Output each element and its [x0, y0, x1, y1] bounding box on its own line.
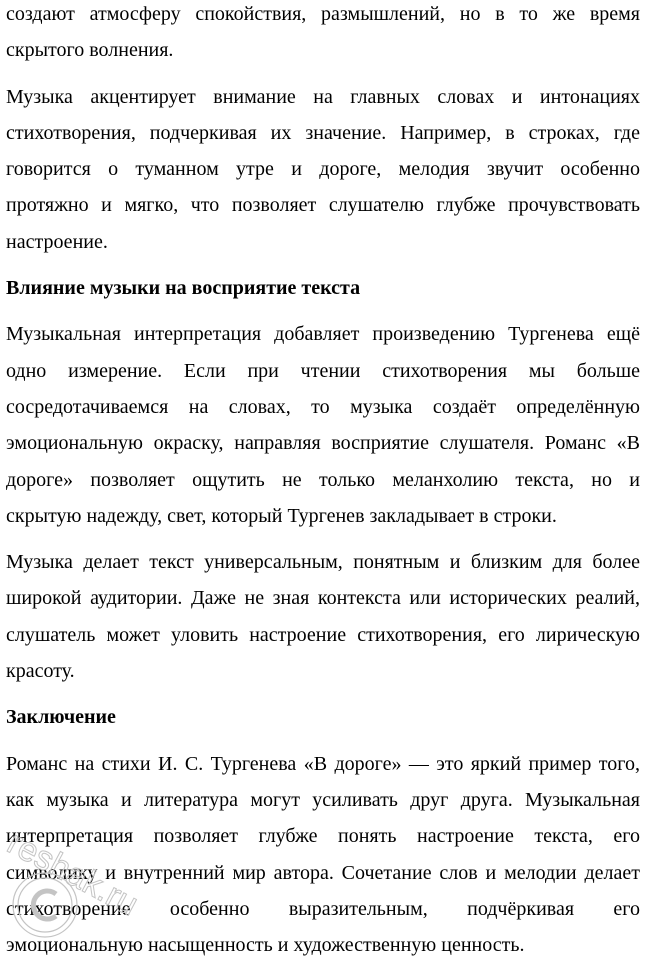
text-line: говорится о туманном утре и дороге, мелодия звучит особенно	[6, 158, 640, 181]
text-line: создают атмосферу спокойствия, размышлений, но в то же время	[6, 3, 640, 25]
section-heading	[6, 699, 640, 735]
svg-text:reshak.ru: reshak.ru	[1, 823, 145, 924]
text-line: стихотворения, подчеркивая их значение. Например, в строках, где	[6, 121, 640, 144]
text-line: скрытую надежду, свет, который Тургенев закладывает в строки.	[6, 504, 557, 527]
text-line: Романс на стихи И. С. Тургенева «В дороге» — это яркий пример того,	[6, 752, 640, 775]
text-line: скрытого волнения.	[6, 39, 174, 62]
paragraph	[6, 746, 640, 964]
text-line: интерпретация позволяет глубже понять настроение текста, его	[6, 825, 640, 848]
text-line: Музыкальная интерпретация добавляет произведению Тургенева ещё	[6, 323, 640, 346]
text-line: Музыка делает текст универсальным, понятным и близким для более	[6, 551, 640, 574]
text-line: Музыка акцентирует внимание на главных словах и интонациях	[6, 85, 640, 108]
paragraph	[6, 79, 640, 260]
paragraph	[6, 316, 640, 534]
text-line: красоту.	[6, 660, 75, 683]
text-line: сосредотачиваемся на словах, то музыка создаёт определённую	[6, 395, 640, 418]
text-line: настроение.	[6, 230, 108, 253]
text-line: Заключение	[6, 706, 116, 729]
text-line: символику и внутренний мир автора. Сочетание слов и мелодии делает	[6, 861, 640, 884]
paragraph	[6, 0, 640, 69]
text-line: стихотворение особенно выразительным, подчёркивая его	[6, 897, 640, 920]
paragraph	[6, 544, 640, 689]
text-line: широкой аудитории. Даже не зная контекста или исторических реалий,	[6, 587, 640, 610]
text-line: одно измерение. Если при чтении стихотворения мы больше	[6, 359, 640, 382]
text-line: слушатель может уловить настроение стихотворения, его лирическую	[6, 623, 640, 646]
section-heading	[6, 270, 640, 306]
text-line: как музыка и литература могут усиливать друг друга. Музыкальная	[6, 788, 640, 811]
text-line: протяжно и мягко, что позволяет слушателю глубже прочувствовать	[6, 194, 640, 217]
text-line: эмоциональную окраску, направляя восприятие слушателя. Романс «В	[6, 432, 640, 455]
text-line: дороге» позволяет ощутить не только меланхолию текста, но и	[6, 468, 640, 491]
text-line: эмоциональную насыщенность и художественную ценность.	[6, 934, 525, 957]
text-line: Влияние музыки на восприятие текста	[6, 277, 361, 300]
document-body	[6, 0, 640, 973]
